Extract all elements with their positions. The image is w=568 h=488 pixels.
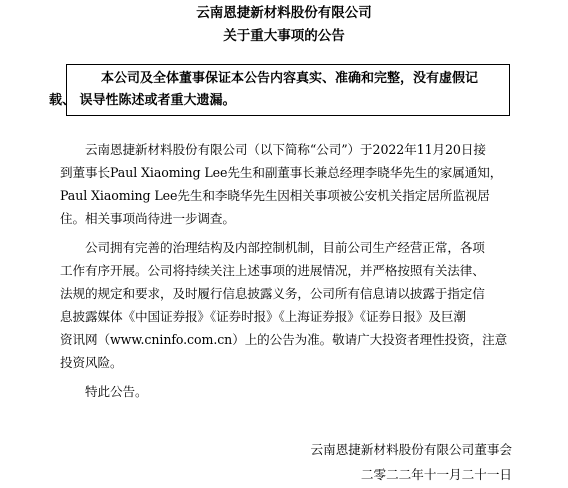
announcement-body — [60, 138, 516, 403]
paragraph-line: 法规的规定和要求，及时履行信息披露义务，公司所有信息请以披露于指定信 — [60, 286, 485, 301]
paragraph-line: Paul Xiaoming Lee先生和李晓华先生因相关事项被公安机关指定居所监视居 — [60, 188, 490, 203]
signatory: 云南恩捷新材料股份有限公司董事会 — [310, 442, 512, 457]
document-title: 关于重大事项的公告 — [223, 28, 345, 44]
disclaimer-line-2: 载、 误导性陈述或者重大遗漏。 — [49, 93, 236, 108]
announcement-date: 二零二二年十一月二十一日 — [360, 467, 512, 482]
paragraph-arrest-notice — [60, 138, 516, 230]
paragraph-line: 住。相关事项尚待进一步调查。 — [60, 211, 235, 226]
paragraph-line: 到董事长Paul Xiaoming Lee先生和副董事长兼总经理李晓华先生的家属通知， — [60, 165, 503, 180]
paragraph-line: 息披露媒体《中国证券报》《证券时报》《上海证券报》《证券日报》及巨潮 — [60, 309, 466, 324]
paragraph-line: 工作有序开展。公司将持续关注上述事项的进展情况，并严格按照有关法律、 — [60, 263, 485, 278]
paragraph-line: 投资风险。 — [60, 355, 123, 370]
paragraph-operations — [60, 236, 516, 374]
paragraph-line: 云南恩捷新材料股份有限公司（以下简称“公司”）于2022年11月20日接 — [85, 142, 486, 157]
paragraph-closing: 特此公告。 — [85, 384, 148, 399]
company-header: 云南恩捷新材料股份有限公司 — [196, 5, 372, 21]
paragraph-line: 公司拥有完善的治理结构及内部控制机制，目前公司生产经营正常，各项 — [85, 240, 485, 255]
paragraph-line: 资讯网（www.cninfo.com.cn）上的公告为准。敬请广大投资者理性投资，注意 — [60, 332, 508, 347]
disclaimer-line-1: 本公司及全体董事保证本公告内容真实、准确和完整，没有虚假记 — [101, 71, 479, 86]
disclaimer-box — [49, 64, 510, 116]
